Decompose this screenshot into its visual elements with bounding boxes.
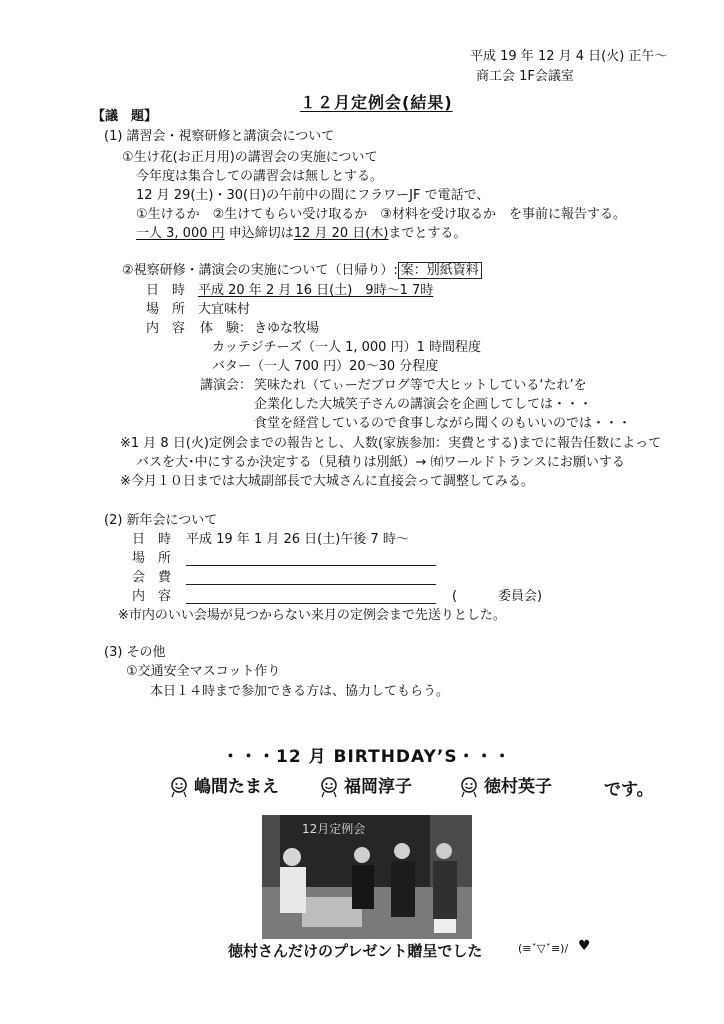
deadline-suffix: までとする。	[388, 226, 467, 241]
committee-paren: (	[452, 589, 458, 604]
heart-icon: ♥	[578, 938, 591, 954]
agenda-label: 【議 題】	[92, 109, 158, 124]
birthday-suffix: です。	[604, 780, 654, 800]
smiley-icon	[168, 776, 190, 798]
item2-heading: (2) 新年会について	[104, 513, 218, 528]
deadline-date: 12 月 20 日(木)	[293, 226, 389, 241]
meeting-place: 商工会 1F会議室	[476, 69, 574, 84]
birthday-name-2	[318, 772, 412, 798]
place-blank-line	[186, 565, 436, 566]
attachment-box: 案：別紙資料	[398, 262, 482, 279]
board-text: 12月定例会	[302, 822, 366, 836]
item1-sub2-heading	[122, 262, 482, 280]
committee-label: 委員会)	[498, 589, 543, 604]
sub2-date-value: 平成 20 年 2 月 16 日(土) 9時～1 7時	[198, 283, 434, 298]
name-tokumura: 徳村英子	[484, 777, 552, 797]
item3-heading: (3) その他	[104, 645, 166, 660]
item2-content-label: 内 容	[132, 589, 172, 604]
deadline-label: 申込締切は	[228, 226, 294, 241]
sub2-place-label: 場 所	[146, 302, 186, 317]
birthday-heading: ・・・12 月 BIRTHDAY’S・・・	[222, 747, 512, 767]
exp-butter: バター（一人 700 円）20～30 分程度	[212, 359, 439, 374]
caption-emoticon: (≡ˇ▽ˇ≡)/	[518, 942, 569, 955]
exp-value: きゆな牧場	[254, 321, 320, 336]
sub2-heading-text: ②視察研修・講演会の実施について（日帰り）:	[122, 263, 398, 278]
note1-line1: ※1 月 8 日(火)定例会までの報告とし、人数(家族参加：実費とする)までに報告任数によって	[120, 436, 662, 451]
lecture-label: 講演会：	[200, 378, 253, 393]
item2-date-label: 日 時	[132, 532, 172, 547]
lecture-line2: 企業化した大城笑子さんの講演会を企画してしては・・・	[254, 397, 593, 412]
group-photo	[262, 815, 472, 939]
item3-sub1: ①交通安全マスコット作り	[126, 664, 281, 679]
name-fukuoka: 福岡淳子	[344, 777, 412, 797]
item1-heading: (1) 講習会・視察研修と講演会について	[104, 129, 335, 144]
photo-caption: 徳村さんだけのプレゼント贈呈でした	[228, 942, 483, 960]
exp-label: 体 験：	[200, 321, 253, 336]
item2-fee-label: 会 費	[132, 570, 172, 585]
item2-note: ※市内のいい会場が見つからない来月の定例会まで先送りとした。	[118, 608, 506, 623]
item1-sub1-line3: ①生けるか ②生けてもらい受け取るか ③材料を受け取るか を事前に報告する。	[136, 207, 626, 222]
item1-sub1-line1: 今年度は集合しての講習会は無しとする。	[136, 169, 384, 184]
item2-date-value: 平成 19 年 1 月 26 日(土)午後 7 時～	[186, 532, 409, 547]
sub2-content-label: 内 容	[146, 321, 186, 336]
item1-sub1-line4	[136, 225, 466, 243]
fee-blank-line	[186, 584, 436, 585]
meeting-date: 平成 19 年 12 月 4 日(火) 正午～	[470, 49, 668, 64]
name-shimama: 嶋間たまえ	[194, 777, 279, 797]
note2: ※今月１０日までは大城副部長で大城さんに直接会って調整してみる。	[120, 474, 534, 489]
lecture-line3: 食堂を経営しているので食事しながら聞くのもいいのでは・・・	[254, 416, 632, 431]
content-blank-line	[186, 603, 436, 604]
birthday-name-1	[168, 772, 279, 798]
exp-cheese: カッテジチーズ（一人 1, 000 円）1 時間程度	[212, 340, 481, 355]
birthday-name-3	[458, 772, 552, 798]
item1-sub1-line2: 12 月 29(土)・30(日)の午前中の間にフラワーJF で電話で、	[136, 188, 490, 203]
item2-place-label: 場 所	[132, 551, 172, 566]
smiley-icon	[458, 776, 480, 798]
lecture-line1: 笑味たれ（てぃーだブログ等で大ヒットしている‘たれ’を	[254, 378, 587, 393]
fee-text: 一人 3, 000 円	[136, 226, 225, 241]
photo-illustration	[262, 815, 472, 939]
sub2-date-label: 日 時	[146, 283, 186, 298]
item3-line1: 本日１４時まで参加できる方は、協力してもらう。	[150, 684, 450, 699]
sub2-place-value: 大宜味村	[198, 302, 251, 317]
item1-sub1-heading: ①生け花(お正月用)の講習会の実施について	[122, 150, 378, 165]
smiley-icon	[318, 776, 340, 798]
page-title: １２月定例会(結果)	[300, 93, 453, 112]
note1-line2: バスを大･中にするか決定する（見積りは別紙）→ ㈲ワールドトランスにお願いする	[136, 455, 625, 470]
